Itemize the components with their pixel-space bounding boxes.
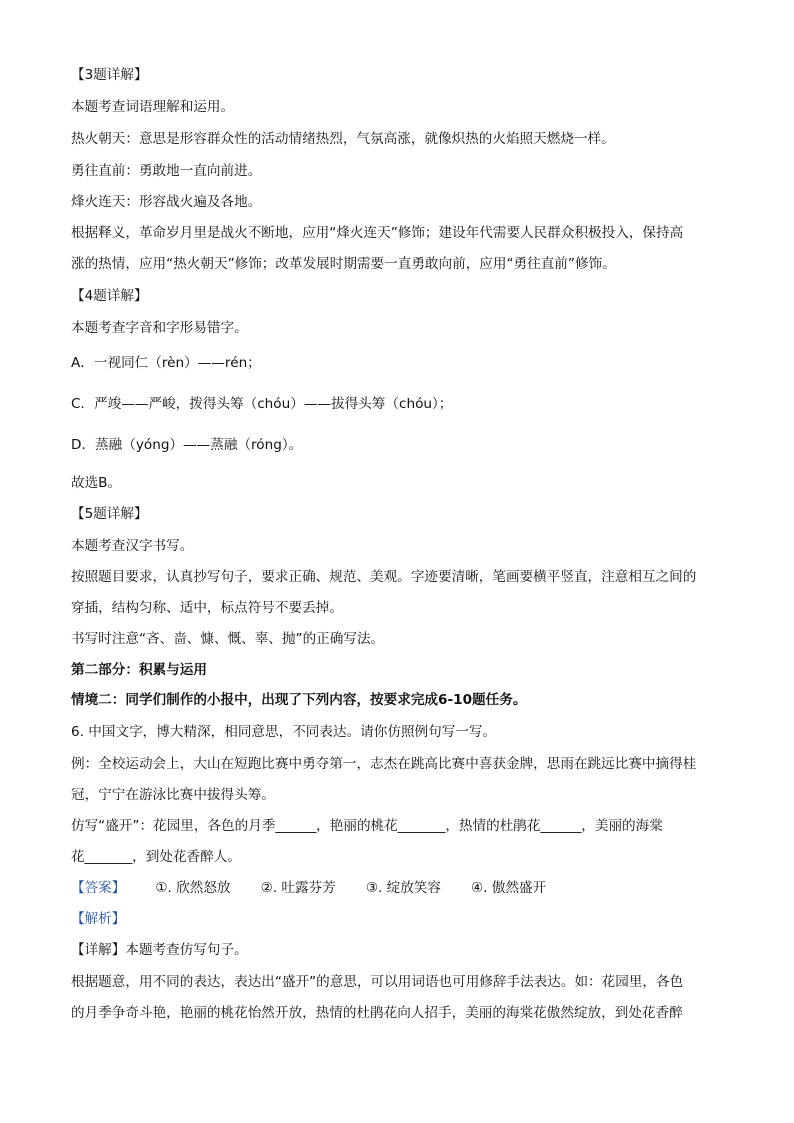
paragraph-line: 按照题目要求，认真抄写句子，要求正确、规范、美观。字迹要清晰，笔画要横平竖直，注意相互之间的 <box>71 569 697 585</box>
imitation-line: 仿写“盛开”：花园里，各色的月季______，艳丽的桃花_______，热情的杜鹃花______，美丽的海棠 <box>71 818 663 834</box>
paragraph-line: 热火朝天：意思是形容群众性的活动情绪热烈，气氛高涨，就像炽热的火焰照天燃烧一样。 <box>71 131 615 147</box>
paragraph-line: 烽火连天：形容战火遍及各地。 <box>71 194 262 210</box>
answer-item: ①. 欣然怒放 <box>155 880 231 896</box>
detail-line: 的月季争奇斗艳，艳丽的桃花怡然开放，热情的杜鹃花向人招手，美丽的海棠花傲然绽放，到处花香醉 <box>71 1005 683 1021</box>
answer-item: ②. 吐露芬芳 <box>260 880 336 896</box>
paragraph-line: D．蒸融（yóng）——蒸融（róng）。 <box>71 437 303 453</box>
paragraph-line: 本题考查词语理解和运用。 <box>71 99 235 115</box>
answer-label: 【答案】 <box>71 880 126 896</box>
analysis-label: 【解析】 <box>71 911 126 927</box>
paragraph-line: 根据释义，革命岁月里是战火不断地，应用“烽火连天”修饰；建设年代需要人民群众积极投入，保持高 <box>71 225 684 241</box>
detail-line: 根据题意，用不同的表达，表达出“盛开”的意思，可以用词语也可用修辞手法表达。如：花园里，各色 <box>71 974 684 990</box>
paragraph-line: 故选B。 <box>71 475 122 491</box>
paragraph-line: 本题考查字音和字形易错字。 <box>71 320 248 336</box>
answer-item: ③. 绽放笑容 <box>365 880 442 896</box>
section-4-heading: 【4题详解】 <box>71 288 148 304</box>
question-6-prompt: 6. 中国文字，博大精深，相同意思，不同表达。请你仿照例句写一写。 <box>71 724 497 740</box>
paragraph-line: A．一视同仁（rèn）——rén； <box>71 355 261 371</box>
section-5-heading: 【5题详解】 <box>71 506 148 522</box>
example-line: 例：全校运动会上，大山在短跑比赛中勇夺第一，志杰在跳高比赛中喜获金牌，思雨在跳远比赛中摘得桂 <box>71 756 697 772</box>
answer-row <box>71 878 546 898</box>
part-title: 第二部分：积累与运用 <box>71 662 207 678</box>
paragraph-line: 书写时注意“吝、啬、慷、慨、辜、抛”的正确写法。 <box>71 631 385 647</box>
example-line: 冠，宁宁在游泳比赛中拔得头筹。 <box>71 787 275 803</box>
imitation-line: 花_______，到处花香醉人。 <box>71 849 241 865</box>
paragraph-line: 勇往直前：勇敢地一直向前进。 <box>71 163 262 179</box>
detail-line: 【详解】本题考查仿写句子。 <box>71 942 248 958</box>
context-heading: 情境二：同学们制作的小报中，出现了下列内容，按要求完成6-10题任务。 <box>71 692 527 708</box>
paragraph-line: C．严竣——严峻，拨得头筹（chóu）——拔得头筹（chóu）； <box>71 396 453 412</box>
section-3-heading: 【3题详解】 <box>71 67 148 83</box>
paragraph-line: 本题考查汉字书写。 <box>71 538 194 554</box>
paragraph-line: 穿插，结构匀称、适中，标点符号不要丢掉。 <box>71 600 343 616</box>
answer-item: ④. 傲然盛开 <box>471 880 547 896</box>
paragraph-line: 涨的热情，应用“热火朝天”修饰；改革发展时期需要一直勇敢向前，应用“勇往直前”修饰。 <box>71 256 616 272</box>
